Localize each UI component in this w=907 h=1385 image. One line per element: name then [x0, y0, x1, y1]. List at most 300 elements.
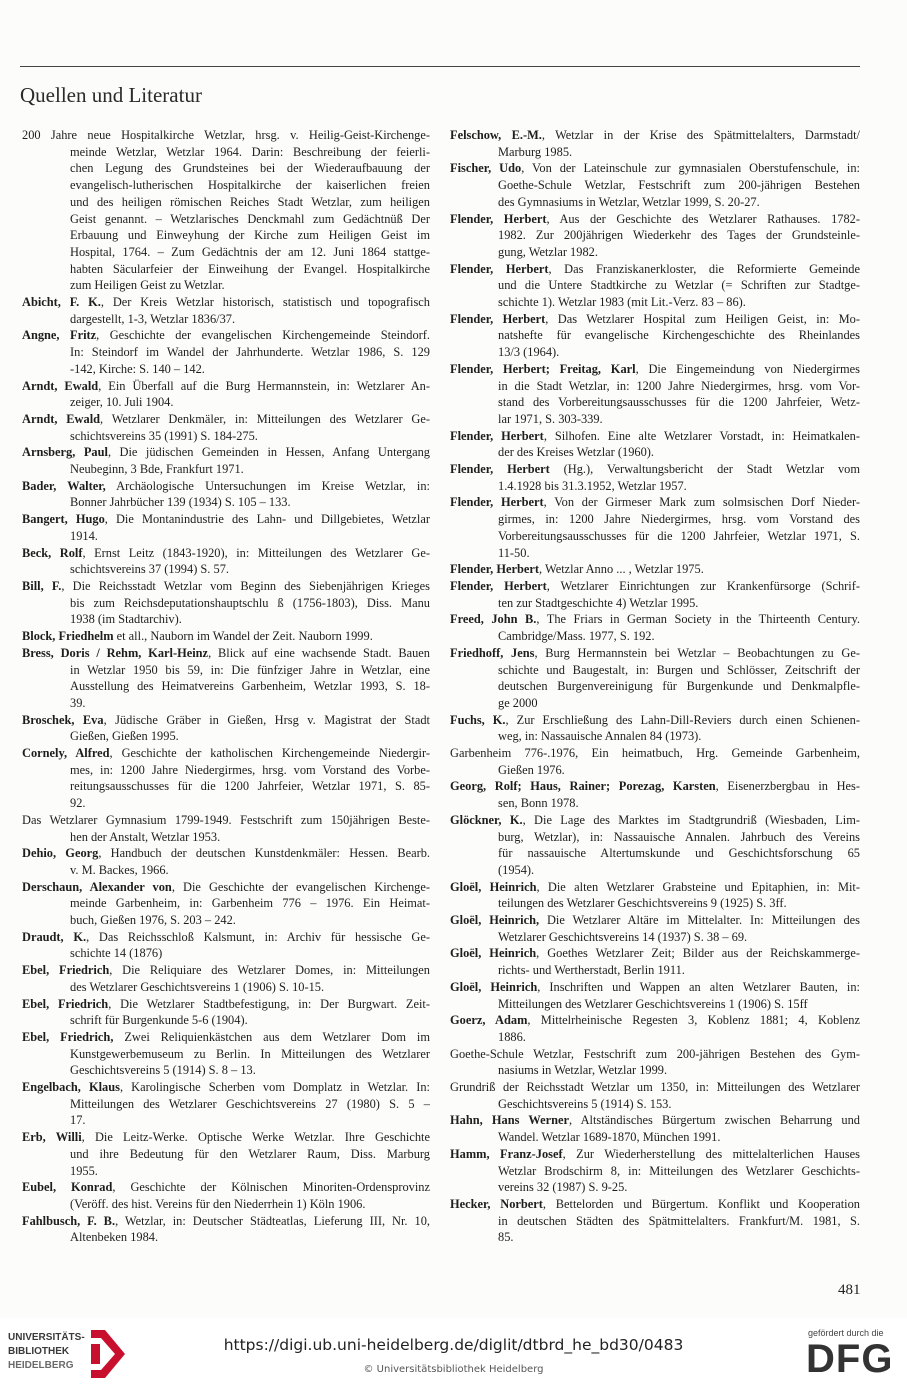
entry-author: Arndt, Ewald — [22, 378, 99, 393]
entry-first-line — [450, 1112, 860, 1129]
bibliography-entry — [22, 294, 430, 327]
entry-continuation-line — [450, 962, 860, 979]
entry-continuation-line — [22, 177, 430, 194]
bibliography-entry — [450, 160, 860, 210]
page-number: 481 — [838, 1282, 861, 1298]
entry-text: girmes, in: 1200 Jahre Niedergirmes, hrsg. vom Vorstand des — [498, 512, 860, 527]
entry-first-line — [450, 645, 860, 662]
entry-text: schichte und Baugestalt, in: Burgen und Schlösser, Zeitschrift der — [498, 662, 860, 677]
entry-author: Flender, Herbert — [450, 211, 547, 226]
bibliography-entry — [22, 812, 430, 845]
bibliography-entry — [450, 1112, 860, 1145]
entry-text: Hospital, 1764. – Zum Gedächtnis der am 12. Juni 1864 stattge- — [70, 244, 430, 259]
entry-text: burg, Wetzlar), in: Nassauische Annalen. Jahrbuch des Vereins — [498, 829, 860, 844]
entry-first-line — [22, 478, 430, 495]
bibliography-entry — [450, 979, 860, 1012]
entry-text: Gießen, Gießen 1995. — [70, 729, 179, 744]
entry-continuation-line — [450, 478, 860, 495]
entry-continuation-line — [22, 1046, 430, 1063]
bibliography-entry — [22, 1213, 430, 1246]
entry-text: Marburg 1985. — [498, 144, 573, 159]
entry-author: Beck, Rolf — [22, 545, 83, 560]
bibliography-entry — [450, 578, 860, 611]
bibliography-entry — [450, 211, 860, 261]
entry-first-line — [450, 812, 860, 829]
entry-text: 17. — [70, 1113, 86, 1128]
entry-text: in Wetzlar 1950 bis 59, in: Die fünfziger Jahre in Wetzlar, eine — [70, 662, 430, 677]
entry-continuation-line — [450, 1229, 860, 1246]
bibliography-entry — [22, 628, 430, 645]
entry-continuation-line — [22, 428, 430, 445]
entry-author: Flender, Herbert — [450, 311, 546, 326]
entry-text: , Geschichte der Kölnischen Minoriten-Ordensprovinz — [112, 1180, 430, 1195]
entry-text: bis zum Reichsdeputationshauptschlu ß (1756-1803), Diss. Manu — [70, 595, 430, 610]
entry-continuation-line — [450, 1062, 860, 1079]
bibliography-entry — [450, 778, 860, 811]
entry-continuation-line — [450, 1213, 860, 1230]
bibliography-entry — [450, 945, 860, 978]
entry-continuation-line — [22, 678, 430, 695]
entry-text: 92. — [70, 796, 86, 811]
entry-continuation-line — [22, 244, 430, 261]
entry-text: zeiger, 10. Juli 1904. — [70, 395, 174, 410]
entry-text: , Die Montanindustrie des Lahn- und Dillgebietes, Wetzlar — [104, 512, 430, 527]
entry-text: In: Steindorf im Wandel der Jahrhunderte. Wetzlar 1986, S. 129 — [70, 345, 430, 360]
entry-text: , Inschriften und Wappen an alten Wetzlarer Bauten, in: — [537, 979, 860, 994]
entry-continuation-line — [450, 244, 860, 261]
library-name-line: UNIVERSITÄTS- — [8, 1332, 85, 1343]
bibliography-entry — [450, 494, 860, 561]
entry-first-line — [450, 912, 860, 929]
entry-text: Goethe-Schule Wetzlar, Festschrift zum 200-jährigen Bestehen des Gym- — [450, 1046, 860, 1061]
entry-text: 39. — [70, 695, 86, 710]
entry-author: Ebel, Friedrich — [22, 996, 109, 1011]
bibliography-entry — [22, 378, 430, 411]
entry-text: reitungsausschusses für die 1200 Jahrfeier, Wetzlar 1971, S. 85- — [70, 779, 430, 794]
entry-author: Flender, Herbert; Freitag, Karl — [450, 361, 636, 376]
entry-first-line — [450, 578, 860, 595]
entry-text: , The Friars in German Society in the Thirteenth Century. — [536, 612, 860, 627]
entry-text: und ihre Bedeutung für den Wetzlarer Raum, Diss. Marburg — [70, 1146, 430, 1161]
entry-text: (Veröff. des hist. Vereins für den Niederrhein 1) Köln 1906. — [70, 1197, 366, 1211]
entry-first-line — [22, 745, 430, 762]
entry-continuation-line — [22, 144, 430, 161]
entry-author: Flender, Herbert — [450, 462, 550, 477]
entry-text: , Die Geschichte der evangelischen Kirchenge- — [171, 879, 430, 894]
bibliography-entry — [22, 745, 430, 812]
entry-first-line — [450, 1012, 860, 1029]
bibliography-entry — [450, 428, 860, 461]
entry-text: richts- und Wertherstadt, Berlin 1911. — [498, 963, 685, 978]
entry-text: chen Legung des Grundsteines bei der Wiederaufbauung der — [70, 161, 430, 176]
entry-continuation-line — [450, 845, 860, 862]
entry-text: Das Wetzlarer Gymnasium 1799-1949. Festschrift zum 150jährigen Beste- — [22, 812, 430, 827]
entry-author: Ebel, Friedrich — [22, 963, 110, 978]
bibliography-column-right — [450, 127, 860, 1246]
entry-author: Glöckner, K. — [450, 812, 523, 827]
bibliography-entry — [22, 845, 430, 878]
entry-text: 85. — [498, 1230, 514, 1245]
bibliography-entry — [450, 645, 860, 712]
entry-first-line — [450, 1196, 860, 1213]
bibliography-entry — [450, 611, 860, 644]
bibliography-entry — [450, 561, 860, 578]
entry-text: Wetzlarer Geschichtsvereins 14 (1937) S. 38 – 69. — [498, 929, 748, 944]
entry-continuation-line — [22, 561, 430, 578]
entry-first-line — [22, 511, 430, 528]
entry-text: 1886. — [498, 1029, 526, 1044]
entry-first-line — [450, 311, 860, 328]
entry-first-line — [22, 645, 430, 662]
entry-text: , Ernst Leitz (1843-1920), in: Mitteilungen des Wetzlarer Ge- — [82, 545, 430, 560]
entry-first-line — [22, 879, 430, 896]
entry-continuation-line — [450, 394, 860, 411]
entry-text: schichtsvereins 35 (1991) S. 184-275. — [70, 428, 258, 443]
entry-first-line — [450, 712, 860, 729]
entry-author: Cornely, Alfred — [22, 746, 110, 761]
entry-author: Gloël, Heinrich — [450, 979, 538, 994]
entry-text: Neubeginn, 3 Bde, Frankfurt 1971. — [70, 462, 244, 477]
entry-text: , Eisenerzbergbau in Hes- — [715, 779, 860, 794]
entry-continuation-line — [450, 1179, 860, 1196]
entry-text: (Hg.), Verwaltungsbericht der Stadt Wetzlar vom — [549, 462, 860, 477]
entry-continuation-line — [22, 311, 430, 328]
bibliography-entry — [22, 1179, 430, 1212]
entry-text: 13/3 (1964). — [498, 345, 560, 360]
entry-first-line — [450, 428, 860, 445]
entry-text: buch, Gießen 1976, S. 203 – 242. — [70, 913, 236, 928]
entry-continuation-line — [22, 795, 430, 812]
copyright-notice: © Universitätsbibliothek Heidelberg — [363, 1364, 544, 1375]
entry-text: Goethe-Schule Wetzlar, Festschrift zum 200-jährigen Bestehen — [498, 178, 860, 193]
entry-author: Flender, Herbert — [450, 562, 540, 577]
entry-continuation-line — [22, 277, 430, 294]
entry-text: lar 1971, S. 303-339. — [498, 411, 603, 426]
entry-continuation-line — [450, 294, 860, 311]
entry-text: Ausstellung des Heimatvereins Garbenheim, Wetzlar 1993, S. 18- — [70, 679, 430, 694]
entry-text: , Wetzlar, in: Deutscher Städteatlas, Lieferung III, Nr. 10, — [115, 1213, 431, 1228]
entry-continuation-line — [22, 394, 430, 411]
entry-first-line — [22, 578, 430, 595]
entry-continuation-line — [450, 996, 860, 1013]
entry-text: zum Heiligen Geist zu Wetzlar. — [70, 278, 225, 293]
entry-continuation-line — [22, 1096, 430, 1113]
entry-text: Erbauung und Einweyhung der Kirche zum Heiligen Geist im — [70, 228, 430, 243]
entry-text: teilungen des Wetzlarer Geschichtsvereins 9 (1925) S. 3ff. — [498, 896, 787, 911]
bibliography-entry — [22, 444, 430, 477]
entry-author: Angne, Fritz — [22, 328, 97, 343]
entry-text: , Wetzlarer Denkmäler, in: Mitteilungen des Wetzlarer Ge- — [100, 411, 430, 426]
entry-first-line — [22, 411, 430, 428]
entry-author: Flender, Herbert — [450, 261, 549, 276]
entry-text: gung, Wetzlar 1982. — [498, 244, 598, 259]
entry-continuation-line — [22, 227, 430, 244]
entry-continuation-line — [450, 378, 860, 395]
bibliography-entry — [22, 1079, 430, 1129]
bibliography-entry — [22, 127, 430, 294]
entry-text: deutschen Burgenvereinigung für Burgenkunde und Denkmalpfle- — [498, 679, 860, 694]
entry-text: weg, in: Nassauische Annalen 84 (1973). — [498, 729, 702, 744]
entry-text: Geist genannt. – Wetzlarisches Denckmahl zum Gedächtnüß Der — [70, 211, 430, 226]
entry-author: Gloël, Heinrich, — [450, 913, 540, 928]
entry-first-line — [22, 545, 430, 562]
entry-text: Gießen 1976. — [498, 762, 565, 777]
entry-author: Flender, Herbert — [450, 578, 547, 593]
entry-continuation-line — [450, 595, 860, 612]
header-rule — [20, 66, 860, 67]
entry-continuation-line — [450, 144, 860, 161]
entry-continuation-line — [22, 261, 430, 278]
entry-continuation-line — [22, 1146, 430, 1163]
entry-author: Flender, Herbert — [450, 428, 544, 443]
entry-text: hen der Anstalt, Wetzlar 1953. — [70, 829, 221, 844]
entry-author: Bangert, Hugo — [22, 512, 105, 527]
entry-author: Hahn, Hans Werner — [450, 1113, 569, 1128]
entry-text: 200 Jahre neue Hospitalkirche Wetzlar, hrsg. v. Heilig-Geist-Kirchenge- — [22, 128, 430, 142]
entry-first-line — [450, 745, 860, 762]
entry-continuation-line — [22, 1012, 430, 1029]
entry-text: für nassauische Altertumskunde und Geschichtsforschung 65 — [498, 846, 860, 861]
entry-continuation-line — [450, 194, 860, 211]
entry-first-line — [450, 879, 860, 896]
entry-text: Wandel. Wetzlar 1689-1870, München 1991. — [498, 1130, 721, 1145]
entry-continuation-line — [22, 979, 430, 996]
entry-text: , Wetzlar in der Krise des Spätmittelalters, Darmstadt/ — [541, 128, 860, 142]
entry-author: Derschaun, Alexander von — [22, 879, 172, 894]
entry-author: Draudt, K. — [22, 929, 87, 944]
entry-text: Mitteilungen des Wetzlarer Geschichtsvereins 27 (1980) S. 5 – — [70, 1096, 430, 1111]
bibliography-entry — [22, 962, 430, 995]
entry-continuation-line — [450, 444, 860, 461]
entry-text: 1914. — [70, 528, 98, 543]
entry-first-line — [450, 261, 860, 278]
entry-text: und die Untere Stadtkirche zu Wetzlar (= Schriften zur Stadtge- — [498, 278, 860, 293]
entry-author: Fahlbusch, F. B. — [22, 1213, 116, 1228]
entry-first-line — [450, 211, 860, 228]
dfg-logo[interactable]: DFG — [806, 1337, 894, 1381]
entry-text: , Karolingische Scherben vom Domplatz in Wetzlar. In: — [119, 1080, 430, 1095]
entry-text: , Geschichte der evangelischen Kirchengemeinde Steindorf. — [96, 328, 430, 343]
entry-text: , Mittelrheinische Regesten 3, Koblenz 1881; 4, Koblenz — [527, 1013, 860, 1028]
entry-text: (1954). — [498, 862, 535, 877]
entry-continuation-line — [22, 862, 430, 879]
entry-continuation-line — [22, 778, 430, 795]
entry-text: , Von der Lateinschule zur gymnasialen Oberstufenschule, in: — [521, 161, 860, 176]
bibliography-entry — [22, 511, 430, 544]
entry-author: Felschow, E.-M. — [450, 128, 542, 142]
entry-continuation-line — [450, 277, 860, 294]
entry-first-line — [450, 461, 860, 478]
entry-continuation-line — [22, 1229, 430, 1246]
entry-text: , Die jüdischen Gemeinden in Hessen, Anfang Untergang — [107, 445, 431, 460]
bibliography-entry — [22, 879, 430, 929]
entry-author: Flender, Herbert — [450, 495, 544, 510]
entry-first-line — [450, 127, 860, 144]
library-name-line: BIBLIOTHEK — [8, 1346, 70, 1357]
entry-text: , Der Kreis Wetzlar historisch, statistisch und topografisch — [100, 295, 431, 310]
entry-continuation-line — [22, 1062, 430, 1079]
entry-text: 1955. — [70, 1163, 98, 1178]
entry-continuation-line — [450, 177, 860, 194]
entry-author: Erb, Willi — [22, 1130, 82, 1145]
entry-text: in deutschen Städten des Spätmittelalters. Frankfurt/M. 1981, S. — [498, 1213, 860, 1228]
bibliography-entry — [22, 478, 430, 511]
entry-text: 11-50. — [498, 545, 530, 560]
entry-text: , Das Franziskanerkloster, die Reformierte Gemeinde — [548, 261, 860, 276]
entry-text: , Die Reliquiare des Wetzlarer Domes, in: Mitteilungen — [109, 963, 430, 978]
entry-author: Engelbach, Klaus — [22, 1080, 120, 1095]
bibliography-entry — [450, 712, 860, 745]
entry-continuation-line — [450, 411, 860, 428]
entry-author: Block, Friedhelm — [22, 629, 114, 644]
entry-first-line — [22, 127, 430, 144]
entry-author: Fischer, Udo — [450, 161, 522, 176]
entry-first-line — [450, 1079, 860, 1096]
entry-continuation-line — [22, 662, 430, 679]
entry-text: Cambridge/Mass. 1977, S. 192. — [498, 629, 655, 644]
entry-text: , Wetzlar Anno ... , Wetzlar 1975. — [539, 562, 704, 577]
entry-continuation-line — [22, 494, 430, 511]
entry-text: , Handbuch der deutschen Kunstdenkmäler: Hessen. Bearb. — [98, 846, 430, 861]
entry-text: der des Kreises Wetzlar (1960). — [498, 445, 655, 460]
entry-text: , Burg Hermannstein bei Wetzlar – Beobachtungen zu Ge- — [534, 645, 861, 660]
entry-first-line — [22, 628, 430, 645]
entry-text: , Altständisches Bürgertum zwischen Beharrung und — [568, 1113, 860, 1128]
entry-author: Eubel, Konrad — [22, 1180, 113, 1195]
entry-text: , Das Reichsschloß Kalsmunt, in: Archiv für hessische Ge- — [86, 929, 431, 944]
entry-first-line — [450, 160, 860, 177]
bibliography-entry — [22, 578, 430, 628]
entry-continuation-line — [450, 545, 860, 562]
entry-continuation-line — [450, 829, 860, 846]
entry-text: Die Wetzlarer Altäre im Mittelalter. In: Mitteilungen des — [539, 913, 860, 928]
entry-continuation-line — [450, 327, 860, 344]
entry-continuation-line — [450, 1129, 860, 1146]
entry-text: , Bettelorden und Bürgertum. Konflikt und Kooperation — [542, 1197, 860, 1211]
entry-continuation-line — [22, 595, 430, 612]
entry-first-line — [450, 361, 860, 378]
entry-text: natshefte für evangelische Kirchengeschichte des Rheinlandes — [498, 328, 860, 343]
entry-text: et all., Nauborn im Wandel der Zeit. Nauborn 1999. — [113, 629, 373, 644]
entry-first-line — [22, 327, 430, 344]
entry-first-line — [450, 611, 860, 628]
entry-text: 1.4.1928 bis 31.3.1952, Wetzlar 1957. — [498, 478, 687, 493]
entry-text: , Zur Wiederherstellung des mittelalterlichen Hauses — [562, 1146, 861, 1161]
bibliography-entry — [450, 261, 860, 311]
entry-text: Garbenheim 776-.1976, Ein heimatbuch, Hrg. Gemeinde Garbenheim, — [450, 746, 860, 761]
entry-text: und des heiligen römischen Reiches Stadt Wetzlar, zum heiligen — [70, 194, 430, 209]
entry-continuation-line — [450, 728, 860, 745]
bibliography-entry — [22, 411, 430, 444]
entry-continuation-line — [22, 728, 430, 745]
footer-bar — [0, 1318, 907, 1385]
bibliography-entry — [450, 1012, 860, 1045]
entry-text: nasiums in Wetzlar, Wetzlar 1999. — [498, 1063, 668, 1078]
bibliography-entry — [22, 1129, 430, 1179]
entry-first-line — [22, 962, 430, 979]
entry-author: Georg, Rolf; Haus, Rainer; Porezag, Karsten — [450, 779, 716, 794]
entry-author: Freed, John B. — [450, 612, 537, 627]
entry-text: , Jüdische Gräber in Gießen, Hrsg v. Magistrat der Stadt — [103, 712, 430, 727]
bibliography-entry — [450, 127, 860, 160]
entry-continuation-line — [22, 695, 430, 712]
entry-continuation-line — [22, 1163, 430, 1180]
entry-author: Dehio, Georg — [22, 846, 99, 861]
bibliography-entry — [450, 461, 860, 494]
entry-text: meinde Garbenheim, in: Garbenheim 776 – 1976. Ein Heimat- — [70, 896, 430, 911]
entry-text: meinde Wetzlar, Wetzlar 1964. Darin: Beschreibung der feierli- — [70, 144, 430, 159]
bibliography-entry — [22, 712, 430, 745]
entry-text: habten Säcularfeier der Einweihung der Evangel. Hospitalkirche — [70, 261, 430, 276]
entry-first-line — [450, 945, 860, 962]
entry-continuation-line — [22, 762, 430, 779]
entry-first-line — [450, 1046, 860, 1063]
entry-text: -142, Kirche: S. 140 – 142. — [70, 361, 205, 376]
entry-text: , Von der Girmeser Mark zum solmsischen Dorf Nieder- — [543, 495, 860, 510]
entry-text: 1982. Zur 200jährigen Wiederkehr des Tages der Grundsteinle- — [498, 228, 860, 243]
entry-text: Altenbeken 1984. — [70, 1230, 159, 1245]
entry-author: Goerz, Adam — [450, 1013, 528, 1028]
entry-continuation-line — [450, 929, 860, 946]
entry-continuation-line — [450, 862, 860, 879]
entry-text: , Zur Erschließung des Lahn-Dill-Reviers durch einen Schienen- — [505, 712, 860, 727]
entry-text: Kunstgewerbemuseum zu Berlin. In Mitteilungen des Wetzlarer — [70, 1046, 430, 1061]
entry-continuation-line — [450, 695, 860, 712]
permalink-url[interactable]: https://digi.ub.uni-heidelberg.de/diglit/dtbrd_he_bd30/0483 — [223, 1336, 684, 1354]
entry-continuation-line — [22, 160, 430, 177]
entry-text: , Die Wetzlarer Stadtbefestigung, in: Der Burgwart. Zeit- — [108, 996, 430, 1011]
entry-continuation-line — [22, 361, 430, 378]
entry-first-line — [450, 1146, 860, 1163]
entry-continuation-line — [22, 194, 430, 211]
entry-continuation-line — [22, 829, 430, 846]
entry-text: , Goethes Wetzlarer Zeit; Bilder aus der Reichskammerge- — [536, 946, 861, 961]
entry-text: , Die Lage des Marktes im Stadtgrundriß (Wiesbaden, Lim- — [522, 812, 861, 827]
entry-continuation-line — [450, 662, 860, 679]
entry-first-line — [22, 996, 430, 1013]
entry-continuation-line — [22, 912, 430, 929]
entry-text: schrift für Burgenkunde 5-6 (1904). — [70, 1013, 248, 1028]
entry-continuation-line — [22, 945, 430, 962]
library-name-line: HEIDELBERG — [8, 1360, 74, 1371]
entry-text: schichte 1). Wetzlar 1983 (mit Lit.-Verz. 83 – 86). — [498, 295, 746, 310]
entry-text: Geschichtsvereins 5 (1914) S. 8 – 13. — [70, 1063, 256, 1078]
entry-text: des Gymnasiums in Wetzlar, Wetzlar 1999, S. 20-27. — [498, 194, 760, 209]
entry-continuation-line — [22, 1196, 430, 1213]
entry-author: Abicht, F. K. — [22, 295, 101, 310]
funding-note: gefördert durch die — [808, 1328, 884, 1338]
entry-first-line — [22, 812, 430, 829]
entry-text: , Blick auf eine wachsende Stadt. Bauen — [208, 645, 430, 660]
entry-text: , Wetzlarer Einrichtungen zur Krankenfürsorge (Schrif- — [546, 578, 860, 593]
entry-author: Arnsberg, Paul — [22, 445, 108, 460]
entry-author: Hamm, Franz-Josef — [450, 1146, 563, 1161]
entry-text: stand des Vorbereitungsausschusses für die 1200 Jahrfeier, Wetz- — [498, 395, 860, 410]
entry-text: Grundriß der Reichsstadt Wetzlar um 1350, in: Mitteilungen des Wetzlarer — [450, 1080, 860, 1095]
entry-first-line — [450, 494, 860, 511]
bibliography-entry — [450, 1196, 860, 1246]
entry-first-line — [22, 444, 430, 461]
entry-continuation-line — [22, 461, 430, 478]
entry-text: Vorbereitungsausschusses für die 1200 Jahrfeier, Wetzlar 1971, S. — [498, 528, 860, 543]
entry-author: Fuchs, K. — [450, 712, 506, 727]
entry-author: Hecker, Norbert — [450, 1197, 543, 1211]
entry-author: Bress, Doris / Rehm, Karl-Heinz — [22, 645, 209, 660]
entry-author: Arndt, Ewald — [22, 411, 101, 426]
entry-text: , Silhofen. Eine alte Wetzlarer Vorstadt, in: Heimatkalen- — [543, 428, 860, 443]
entry-text: Zwei Reliquienkästchen aus dem Wetzlarer Dom im — [113, 1029, 430, 1044]
bibliography-entry — [450, 812, 860, 879]
